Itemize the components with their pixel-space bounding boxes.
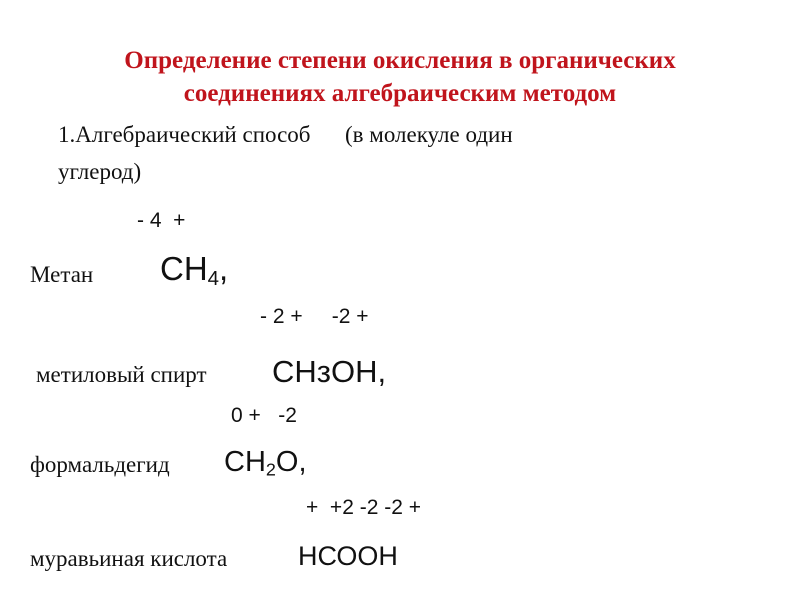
oxidation-states-methanol: - 2 + -2 + xyxy=(260,305,369,328)
compound-name-formaldehyde: формальдегид xyxy=(30,452,170,477)
formula-methane xyxy=(160,250,229,291)
formula-formaldehyde-subscript: 2 xyxy=(265,459,276,480)
oxidation-states-formaldehyde: 0 + -2 xyxy=(231,404,297,427)
intro-line-1: 1.Алгебраический способ (в молекуле один xyxy=(58,122,513,147)
formula-methanol-main: СНзОН, xyxy=(272,354,387,389)
intro-line-2: углерод) xyxy=(58,159,142,184)
oxidation-states-methane: - 4 + xyxy=(137,209,186,232)
slide-title-line-2: соединениях алгебраическим методом xyxy=(183,80,617,107)
oxidation-states-formic-acid: + +2 -2 -2 + xyxy=(306,496,421,519)
formula-formaldehyde xyxy=(224,446,307,479)
compound-name-methane: Метан xyxy=(30,262,94,287)
formula-formaldehyde-main: СН xyxy=(224,446,266,478)
slide-title-line-1: Определение степени окисления в органических xyxy=(124,47,676,74)
formula-formic-acid xyxy=(298,541,398,572)
formula-methane-tail: , xyxy=(219,250,229,287)
formula-methane-subscript: 4 xyxy=(207,267,220,291)
slide-title xyxy=(0,44,800,110)
compound-name-methanol: метиловый спирт xyxy=(36,362,207,387)
formula-methane-main: СН xyxy=(160,250,208,287)
compound-name-formic-acid: муравьиная кислота xyxy=(30,546,228,571)
formula-formic-acid-main: НСООН xyxy=(298,541,398,571)
formula-formaldehyde-tail: О, xyxy=(275,446,307,478)
formula-methanol xyxy=(272,354,386,390)
